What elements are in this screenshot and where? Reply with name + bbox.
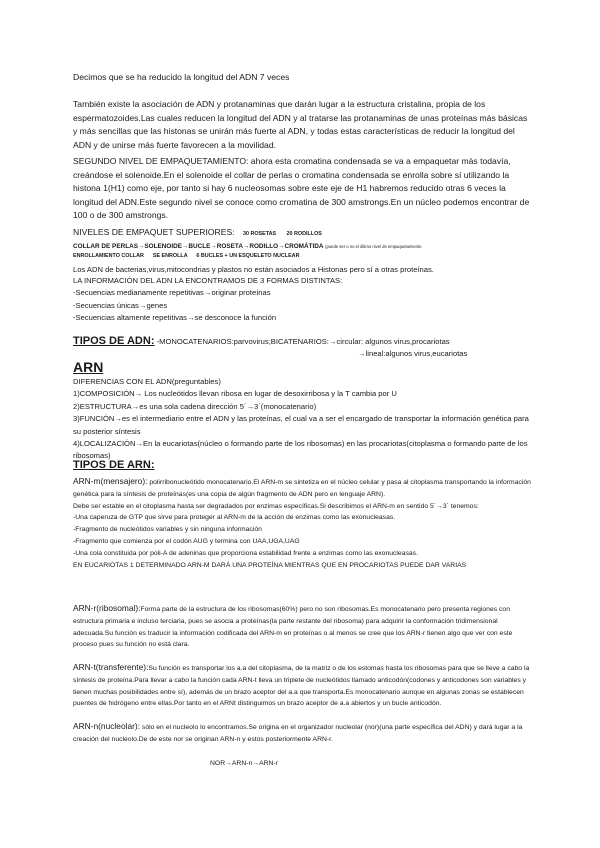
final-chain: NOR→ARN-n→ARN-r [210, 760, 278, 767]
paragraph-bacterias: Los ADN de bacterias,virus,mitocondrias y plastos no están asociados a Histonas pero sí a otras proteínas. [73, 265, 434, 274]
arnm-section [73, 476, 533, 571]
niveles-chain-line [73, 242, 533, 252]
arnr-section [73, 603, 533, 651]
arnt-section [73, 662, 533, 710]
arnt-text: Su función es transportar los a.a del citoplasma, de la matriz o de los estomas hasta los ribosomas para que se lleve a cabo la síntesis de proteína.Para llevar a cabo la función cada ARN-t lleva un triplete de nucleótidos llamado anticodón(codones y anticodones son variables y tienen muchas posibilidades entre sí), además de un brazo aceptor del a.a que transporta.Es monocatenario aunque en algunas zonas se establecen puentes de hidrógeno entre ellas.Por tanto en el ARNt distinguimos un brazo aceptor de a.a abiertos y un bucle anticodón. [73, 665, 530, 708]
arnn-name: ARN-n(nucleolar): [73, 721, 141, 731]
arnm-item-2: -Fragmento de nucleótidos variables y sin ninguna información [73, 526, 262, 534]
arnr-name: ARN-r(ribosomal): [73, 603, 141, 613]
info-section [73, 275, 533, 325]
info-item-3: -Secuencias altamente repetitivas→se desconoce la función [73, 313, 277, 323]
arnt-paragraph [73, 662, 533, 710]
niveles-title: NIVELES DE EMPAQUET SUPERIORES: [73, 227, 235, 237]
arnm-item-3: -Fragmento que comienza por el codón AUG y termina con UAA,UGA,UAG [73, 537, 300, 545]
diferencias-title: DIFERENCIAS CON EL ADN(preguntables) [73, 377, 221, 386]
diferencias-item-2: 2)ESTRUCTURA→es una sola cadena dirección 5´→3´(monocatenario) [73, 401, 317, 411]
arnm-item-4: -Una cola constituida por poli-A de adeninas que proporciona estabilidad frente a enzimas como las exonucleasas. [73, 549, 418, 557]
niveles-title-line [73, 226, 533, 242]
paragraph-segundo-nivel: SEGUNDO NIVEL DE EMPAQUETAMIENTO: ahora esta cromatina condensada se va a empaquetar más todavía, creándose el solenoide.En el solenoide el collar de perlas o cromatina condensada se enrolla sobre sí utilizando la histona 1(H1) como eje, por tanto si hay 6 nucleosomas sobre este eje de H1 habremos reducido otras 6 veces la longitud del ADN.Este segundo nivel se conoce como cromatina de 300 amstrongs.En un núcleo podemos encontrar de 100 o de 300 amstrongs. [73, 156, 530, 221]
tipos-adn-line2: →lineal:algunos virus,eucariotas [358, 349, 468, 359]
arnn-text: sólo en el nucleolo lo encontramos.Se origina en el organizador nucleolar (nor)(una parte específica del ADN) y dará lugar a la creación del nucleolo.De de este nor se originan ARN-n y estos posteriormente ARN-r. [73, 724, 523, 743]
niveles-rosetas: 30 ROSETAS [242, 231, 277, 237]
arnr-text: Forma parte de la estructura de los ribosomas(60%) pero no son ribosomas.Es monocatenario pero presenta regiones con estructura primaria e incluso terciaria, pues se asocia a proteínas(la parte restante del ribosoma) para adquirir la conformación tridimensional adecuada.Su función es traducir la información codificada del ARN-m en proteínas o al menos se cree que los ARN-r tienen algo que ver con este proceso pues su función no está clara. [73, 606, 513, 649]
arnm-text: polirribonucleótido monocatenario.El ARN-m se sintetiza en el núcleo celular y pasa al citoplasma transportando la información genética para la síntesis de proteínas(es una copia de algún fragmento de ADN pero en lenguaje ARN). [73, 479, 531, 498]
arnm-paragraph [73, 476, 533, 501]
arnm-caps: EN EUCARIOTAS 1 DETERMINADO ARN-M DARÁ UNA PROTEÍNA MIENTRAS QUE EN PROCARIOTAS PUEDE DAR VARIAS [73, 561, 467, 569]
tipos-adn-text: -MONOCATENARIOS:parvovirus;BICATENARIOS:→circular: algunos virus,procariotas [154, 337, 450, 346]
arnm-item-1: -Una caperuza de GTP que sirve para proteger al ARN-m de la acción de enzimas como las exonucleasas. [73, 514, 396, 522]
niveles-section [73, 226, 533, 260]
arn-heading: ARN [73, 359, 104, 375]
arnn-paragraph [73, 721, 533, 746]
arnn-section [73, 721, 533, 746]
niveles-chain-note: (puede ser o no el último nivel de empaquetamiento [325, 243, 422, 249]
diferencias-section [73, 376, 533, 463]
diferencias-item-4: 4)LOCALIZACIÓN→En la eucariotas(núcleo o formando parte de los ribosomas) en las procariotas(citoplasma o formando parte de los ribosomas) [73, 439, 528, 461]
paragraph-reduccion: Decimos que se ha reducido la longitud del ADN 7 veces [73, 72, 290, 82]
info-title: LA INFORMACIÓN DEL ADN LA ENCONTRAMOS DE 3 FORMAS DISTINTAS: [73, 276, 343, 285]
niveles-sub: ENROLLAMIENTO COLLAR SE ENROLLA 6 BUCLES + UN ESQUELETO NUCLEAR [73, 252, 300, 259]
diferencias-item-1: 1)COMPOSICIÓN→ Los nucleótidos llevan ribosa en lugar de desoxirribosa y la T cambia por U [73, 389, 397, 399]
info-item-1: -Secuencias medianamente repetitivas→originar proteínas [73, 288, 271, 298]
arnr-paragraph [73, 603, 533, 651]
tipos-adn-heading: TIPOS DE ADN: [73, 335, 155, 347]
tipos-adn-line1 [73, 335, 533, 348]
arnm-name: ARN-m(mensajero): [73, 476, 148, 486]
diferencias-item-3: 3)FUNCIÓN→es el intermediario entre el ADN y las proteínas, el cual va a ser el encargado de transportar la información genética para su posterior síntesis [73, 414, 529, 436]
tipos-arn-heading: TIPOS DE ARN: [73, 459, 155, 471]
arnt-name: ARN-t(transferente): [73, 662, 149, 672]
arnm-text2: Debe ser estable en el citoplasma hasta ser degradados por enzimas específicas.Si describimos el ARN-m en sentido 5´→3´ tenemos: [73, 502, 479, 510]
tipos-adn-section [73, 335, 533, 361]
info-item-2: -Secuencias únicas→genes [73, 300, 168, 310]
niveles-chain: COLLAR DE PERLAS→SOLENOIDE→BUCLE→ROSETA→RODILLO→CROMÁTIDA [73, 242, 324, 250]
niveles-rodillos: 20 RODILLOS [286, 231, 322, 237]
paragraph-protanaminas: También existe la asociación de ADN y protanaminas que darán lugar a la estructura cristalina, propia de los espermatozoides.Las cuales reducen la longitud del ADN y al tratarse las protanaminas de unas proteínas más básicas y más sencillas que las histonas se unirán más fuerte al ADN, y todas estas características de reducir la longitud del ADN y de unirse más fuerte favorecen a la movilidad. [73, 99, 528, 150]
